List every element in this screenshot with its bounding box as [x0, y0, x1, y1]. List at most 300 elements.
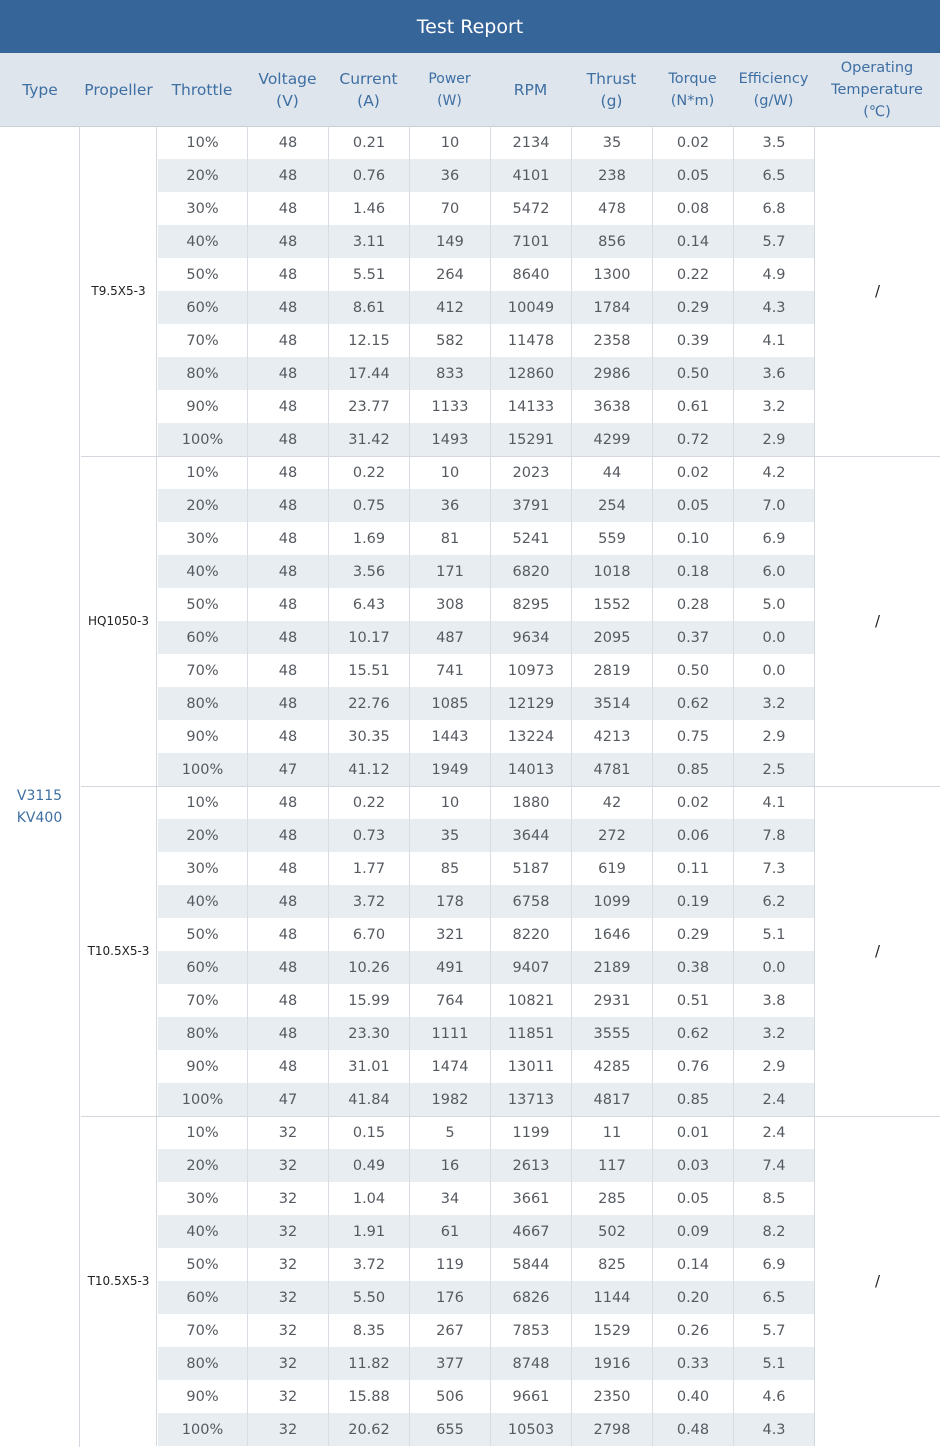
current-cell: 23.30 [329, 1017, 410, 1050]
torque-cell: 0.33 [653, 1347, 734, 1380]
thrust-cell: 285 [572, 1182, 653, 1215]
header-propeller: Propeller [84, 80, 153, 99]
efficiency-cell: 5.7 [734, 1314, 815, 1347]
throttle-cell: 70% [158, 1314, 248, 1347]
table-row [158, 324, 814, 357]
voltage-cell: 48 [248, 423, 329, 456]
power-cell: 582 [410, 324, 491, 357]
voltage-cell: 48 [248, 951, 329, 984]
throttle-cell: 100% [158, 1083, 248, 1116]
power-cell: 833 [410, 357, 491, 390]
table-row [158, 357, 814, 390]
voltage-cell: 48 [248, 588, 329, 621]
voltage-cell: 48 [248, 720, 329, 753]
table-row [158, 918, 814, 951]
power-cell: 308 [410, 588, 491, 621]
rpm-cell: 9661 [491, 1380, 572, 1413]
rpm-cell: 2023 [491, 456, 572, 489]
rpm-cell: 6820 [491, 555, 572, 588]
power-cell: 321 [410, 918, 491, 951]
table-row [158, 1248, 814, 1281]
power-cell: 1111 [410, 1017, 491, 1050]
power-cell: 61 [410, 1215, 491, 1248]
voltage-cell: 32 [248, 1314, 329, 1347]
table-row [158, 588, 814, 621]
header-current: Current (A) [339, 69, 398, 110]
voltage-cell: 48 [248, 489, 329, 522]
voltage-cell: 48 [248, 1050, 329, 1083]
torque-cell: 0.05 [653, 489, 734, 522]
voltage-cell: 32 [248, 1347, 329, 1380]
voltage-cell: 48 [248, 225, 329, 258]
report-title: Test Report [0, 0, 940, 53]
throttle-cell: 50% [158, 1248, 248, 1281]
table-row [158, 489, 814, 522]
table-row [158, 1182, 814, 1215]
rpm-cell: 1880 [491, 786, 572, 819]
efficiency-cell: 5.7 [734, 225, 815, 258]
current-cell: 20.62 [329, 1413, 410, 1446]
power-cell: 178 [410, 885, 491, 918]
power-cell: 264 [410, 258, 491, 291]
efficiency-cell: 8.5 [734, 1182, 815, 1215]
efficiency-cell: 3.2 [734, 687, 815, 720]
voltage-cell: 32 [248, 1182, 329, 1215]
voltage-cell: 32 [248, 1281, 329, 1314]
rpm-cell: 9407 [491, 951, 572, 984]
voltage-cell: 48 [248, 621, 329, 654]
current-cell: 5.51 [329, 258, 410, 291]
torque-cell: 0.10 [653, 522, 734, 555]
current-cell: 3.56 [329, 555, 410, 588]
efficiency-cell: 3.8 [734, 984, 815, 1017]
rpm-cell: 8295 [491, 588, 572, 621]
thrust-cell: 2819 [572, 654, 653, 687]
current-cell: 0.15 [329, 1116, 410, 1149]
thrust-cell: 1099 [572, 885, 653, 918]
throttle-cell: 30% [158, 192, 248, 225]
current-cell: 10.17 [329, 621, 410, 654]
voltage-cell: 47 [248, 1083, 329, 1116]
rpm-cell: 13011 [491, 1050, 572, 1083]
table-row [158, 423, 814, 456]
voltage-cell: 32 [248, 1116, 329, 1149]
rpm-cell: 2613 [491, 1149, 572, 1182]
power-cell: 36 [410, 489, 491, 522]
torque-cell: 0.29 [653, 918, 734, 951]
power-cell: 176 [410, 1281, 491, 1314]
power-cell: 1493 [410, 423, 491, 456]
voltage-cell: 48 [248, 291, 329, 324]
efficiency-cell: 5.1 [734, 1347, 815, 1380]
voltage-cell: 48 [248, 852, 329, 885]
efficiency-cell: 3.6 [734, 357, 815, 390]
thrust-cell: 4781 [572, 753, 653, 786]
current-cell: 0.22 [329, 786, 410, 819]
current-cell: 15.51 [329, 654, 410, 687]
current-cell: 0.22 [329, 456, 410, 489]
efficiency-cell: 0.0 [734, 951, 815, 984]
throttle-cell: 60% [158, 1281, 248, 1314]
rpm-cell: 5241 [491, 522, 572, 555]
table-row [158, 1017, 814, 1050]
torque-cell: 0.62 [653, 1017, 734, 1050]
current-cell: 15.88 [329, 1380, 410, 1413]
rpm-cell: 3644 [491, 819, 572, 852]
thrust-cell: 3555 [572, 1017, 653, 1050]
thrust-cell: 1552 [572, 588, 653, 621]
thrust-cell: 2986 [572, 357, 653, 390]
torque-cell: 0.40 [653, 1380, 734, 1413]
efficiency-cell: 6.9 [734, 1248, 815, 1281]
torque-cell: 0.08 [653, 192, 734, 225]
thrust-cell: 3638 [572, 390, 653, 423]
current-cell: 11.82 [329, 1347, 410, 1380]
torque-cell: 0.76 [653, 1050, 734, 1083]
table-row [158, 456, 814, 489]
efficiency-cell: 3.2 [734, 390, 815, 423]
power-cell: 34 [410, 1182, 491, 1215]
voltage-cell: 48 [248, 159, 329, 192]
propeller-name: T10.5X5-3 [81, 1116, 157, 1446]
efficiency-cell: 6.5 [734, 159, 815, 192]
voltage-cell: 48 [248, 555, 329, 588]
current-cell: 10.26 [329, 951, 410, 984]
table-row [158, 390, 814, 423]
table-row [158, 852, 814, 885]
efficiency-cell: 0.0 [734, 654, 815, 687]
rpm-cell: 3791 [491, 489, 572, 522]
torque-cell: 0.18 [653, 555, 734, 588]
torque-cell: 0.05 [653, 159, 734, 192]
throttle-cell: 80% [158, 1017, 248, 1050]
current-cell: 0.73 [329, 819, 410, 852]
table-row [158, 786, 814, 819]
rpm-cell: 10049 [491, 291, 572, 324]
thrust-cell: 856 [572, 225, 653, 258]
thrust-cell: 4299 [572, 423, 653, 456]
torque-cell: 0.75 [653, 720, 734, 753]
efficiency-cell: 5.1 [734, 918, 815, 951]
current-cell: 1.69 [329, 522, 410, 555]
power-cell: 1133 [410, 390, 491, 423]
voltage-cell: 32 [248, 1149, 329, 1182]
torque-cell: 0.06 [653, 819, 734, 852]
power-cell: 1085 [410, 687, 491, 720]
table-row [158, 720, 814, 753]
rpm-cell: 13224 [491, 720, 572, 753]
throttle-cell: 80% [158, 357, 248, 390]
torque-cell: 0.62 [653, 687, 734, 720]
power-cell: 81 [410, 522, 491, 555]
torque-cell: 0.11 [653, 852, 734, 885]
power-cell: 506 [410, 1380, 491, 1413]
rpm-cell: 1199 [491, 1116, 572, 1149]
current-cell: 6.70 [329, 918, 410, 951]
efficiency-cell: 7.3 [734, 852, 815, 885]
table-row [158, 819, 814, 852]
current-cell: 0.76 [329, 159, 410, 192]
voltage-cell: 48 [248, 885, 329, 918]
torque-cell: 0.01 [653, 1116, 734, 1149]
temperature-value: / [814, 1116, 940, 1446]
efficiency-cell: 0.0 [734, 621, 815, 654]
torque-cell: 0.29 [653, 291, 734, 324]
throttle-cell: 60% [158, 291, 248, 324]
propeller-group [81, 1116, 940, 1446]
throttle-cell: 70% [158, 654, 248, 687]
thrust-cell: 1916 [572, 1347, 653, 1380]
thrust-cell: 117 [572, 1149, 653, 1182]
efficiency-cell: 7.4 [734, 1149, 815, 1182]
current-cell: 8.35 [329, 1314, 410, 1347]
current-cell: 3.72 [329, 885, 410, 918]
header-type: Type [22, 80, 58, 99]
table-row [158, 1347, 814, 1380]
rpm-cell: 13713 [491, 1083, 572, 1116]
efficiency-cell: 4.2 [734, 456, 815, 489]
power-cell: 487 [410, 621, 491, 654]
thrust-cell: 1144 [572, 1281, 653, 1314]
power-cell: 10 [410, 126, 491, 159]
torque-cell: 0.02 [653, 786, 734, 819]
table-row [158, 555, 814, 588]
table-row [158, 1149, 814, 1182]
torque-cell: 0.22 [653, 258, 734, 291]
rpm-cell: 2134 [491, 126, 572, 159]
efficiency-cell: 4.1 [734, 324, 815, 357]
efficiency-cell: 2.4 [734, 1083, 815, 1116]
rpm-cell: 10973 [491, 654, 572, 687]
throttle-cell: 50% [158, 918, 248, 951]
torque-cell: 0.09 [653, 1215, 734, 1248]
thrust-cell: 825 [572, 1248, 653, 1281]
throttle-cell: 80% [158, 1347, 248, 1380]
power-cell: 764 [410, 984, 491, 1017]
voltage-cell: 47 [248, 753, 329, 786]
table-row [158, 1215, 814, 1248]
current-cell: 41.12 [329, 753, 410, 786]
efficiency-cell: 6.5 [734, 1281, 815, 1314]
power-cell: 70 [410, 192, 491, 225]
efficiency-cell: 4.3 [734, 1413, 815, 1446]
throttle-cell: 100% [158, 1413, 248, 1446]
efficiency-cell: 2.5 [734, 753, 815, 786]
voltage-cell: 48 [248, 654, 329, 687]
torque-cell: 0.19 [653, 885, 734, 918]
table-row [158, 126, 814, 159]
power-cell: 1949 [410, 753, 491, 786]
rpm-cell: 4667 [491, 1215, 572, 1248]
throttle-cell: 60% [158, 951, 248, 984]
table-row [158, 984, 814, 1017]
current-cell: 31.01 [329, 1050, 410, 1083]
power-cell: 267 [410, 1314, 491, 1347]
propeller-group [81, 786, 940, 1116]
rpm-cell: 6758 [491, 885, 572, 918]
current-cell: 1.91 [329, 1215, 410, 1248]
power-cell: 16 [410, 1149, 491, 1182]
thrust-cell: 1646 [572, 918, 653, 951]
table-row [158, 1314, 814, 1347]
power-cell: 171 [410, 555, 491, 588]
thrust-cell: 2189 [572, 951, 653, 984]
current-cell: 1.46 [329, 192, 410, 225]
torque-cell: 0.50 [653, 357, 734, 390]
rpm-cell: 8640 [491, 258, 572, 291]
power-cell: 85 [410, 852, 491, 885]
torque-cell: 0.72 [653, 423, 734, 456]
efficiency-cell: 8.2 [734, 1215, 815, 1248]
voltage-cell: 48 [248, 984, 329, 1017]
thrust-cell: 272 [572, 819, 653, 852]
rpm-cell: 10503 [491, 1413, 572, 1446]
voltage-cell: 48 [248, 324, 329, 357]
throttle-cell: 50% [158, 588, 248, 621]
thrust-cell: 619 [572, 852, 653, 885]
rpm-cell: 14133 [491, 390, 572, 423]
voltage-cell: 48 [248, 192, 329, 225]
throttle-cell: 40% [158, 1215, 248, 1248]
table-row [158, 159, 814, 192]
throttle-cell: 70% [158, 984, 248, 1017]
rpm-cell: 7101 [491, 225, 572, 258]
table-row [158, 687, 814, 720]
efficiency-cell: 3.5 [734, 126, 815, 159]
current-cell: 3.11 [329, 225, 410, 258]
current-cell: 8.61 [329, 291, 410, 324]
voltage-cell: 48 [248, 357, 329, 390]
current-cell: 22.76 [329, 687, 410, 720]
efficiency-cell: 2.4 [734, 1116, 815, 1149]
rpm-cell: 7853 [491, 1314, 572, 1347]
torque-cell: 0.28 [653, 588, 734, 621]
voltage-cell: 48 [248, 390, 329, 423]
throttle-cell: 90% [158, 390, 248, 423]
header-temperature: Operating Temperature (℃) [831, 59, 923, 120]
thrust-cell: 2095 [572, 621, 653, 654]
torque-cell: 0.03 [653, 1149, 734, 1182]
throttle-cell: 30% [158, 522, 248, 555]
current-cell: 30.35 [329, 720, 410, 753]
throttle-cell: 10% [158, 126, 248, 159]
temperature-value: / [814, 786, 940, 1116]
voltage-cell: 32 [248, 1380, 329, 1413]
thrust-cell: 4213 [572, 720, 653, 753]
table-row [158, 192, 814, 225]
throttle-cell: 100% [158, 423, 248, 456]
current-cell: 6.43 [329, 588, 410, 621]
power-cell: 35 [410, 819, 491, 852]
temperature-value: / [814, 456, 940, 786]
voltage-cell: 48 [248, 786, 329, 819]
temperature-value: / [814, 126, 940, 456]
voltage-cell: 32 [248, 1413, 329, 1446]
rpm-cell: 9634 [491, 621, 572, 654]
torque-cell: 0.37 [653, 621, 734, 654]
header-thrust: Thrust (g) [586, 69, 637, 110]
thrust-cell: 4285 [572, 1050, 653, 1083]
power-cell: 10 [410, 786, 491, 819]
throttle-cell: 20% [158, 159, 248, 192]
voltage-cell: 48 [248, 819, 329, 852]
thrust-cell: 4817 [572, 1083, 653, 1116]
table-row [158, 522, 814, 555]
rpm-cell: 11851 [491, 1017, 572, 1050]
thrust-cell: 478 [572, 192, 653, 225]
current-cell: 0.75 [329, 489, 410, 522]
header-efficiency: Efficiency (g/W) [738, 70, 809, 109]
efficiency-cell: 2.9 [734, 720, 815, 753]
table-row [158, 654, 814, 687]
table-row [158, 1050, 814, 1083]
power-cell: 655 [410, 1413, 491, 1446]
rpm-cell: 8748 [491, 1347, 572, 1380]
current-cell: 0.21 [329, 126, 410, 159]
power-cell: 149 [410, 225, 491, 258]
power-cell: 1443 [410, 720, 491, 753]
voltage-cell: 48 [248, 687, 329, 720]
throttle-cell: 10% [158, 1116, 248, 1149]
propeller-name: T10.5X5-3 [81, 786, 157, 1116]
current-cell: 1.77 [329, 852, 410, 885]
throttle-cell: 20% [158, 489, 248, 522]
rpm-cell: 12129 [491, 687, 572, 720]
table-header [0, 53, 940, 127]
torque-cell: 0.61 [653, 390, 734, 423]
voltage-cell: 48 [248, 918, 329, 951]
power-cell: 36 [410, 159, 491, 192]
rpm-cell: 6826 [491, 1281, 572, 1314]
power-cell: 1982 [410, 1083, 491, 1116]
table-row [158, 225, 814, 258]
efficiency-cell: 4.6 [734, 1380, 815, 1413]
voltage-cell: 48 [248, 456, 329, 489]
power-cell: 5 [410, 1116, 491, 1149]
current-cell: 12.15 [329, 324, 410, 357]
thrust-cell: 1018 [572, 555, 653, 588]
torque-cell: 0.14 [653, 225, 734, 258]
propeller-name: T9.5X5-3 [81, 126, 157, 456]
power-cell: 119 [410, 1248, 491, 1281]
header-torque: Torque (N*m) [668, 70, 717, 109]
thrust-cell: 1300 [572, 258, 653, 291]
efficiency-cell: 6.8 [734, 192, 815, 225]
torque-cell: 0.05 [653, 1182, 734, 1215]
throttle-cell: 60% [158, 621, 248, 654]
efficiency-cell: 4.1 [734, 786, 815, 819]
thrust-cell: 2931 [572, 984, 653, 1017]
torque-cell: 0.26 [653, 1314, 734, 1347]
table-row [158, 291, 814, 324]
efficiency-cell: 6.0 [734, 555, 815, 588]
rpm-cell: 5187 [491, 852, 572, 885]
thrust-cell: 502 [572, 1215, 653, 1248]
efficiency-cell: 6.9 [734, 522, 815, 555]
voltage-cell: 48 [248, 1017, 329, 1050]
torque-cell: 0.02 [653, 456, 734, 489]
thrust-cell: 2350 [572, 1380, 653, 1413]
throttle-cell: 90% [158, 1380, 248, 1413]
rpm-cell: 14013 [491, 753, 572, 786]
torque-cell: 0.85 [653, 753, 734, 786]
torque-cell: 0.50 [653, 654, 734, 687]
voltage-cell: 32 [248, 1215, 329, 1248]
throttle-cell: 30% [158, 1182, 248, 1215]
efficiency-cell: 4.9 [734, 258, 815, 291]
thrust-cell: 1529 [572, 1314, 653, 1347]
current-cell: 15.99 [329, 984, 410, 1017]
